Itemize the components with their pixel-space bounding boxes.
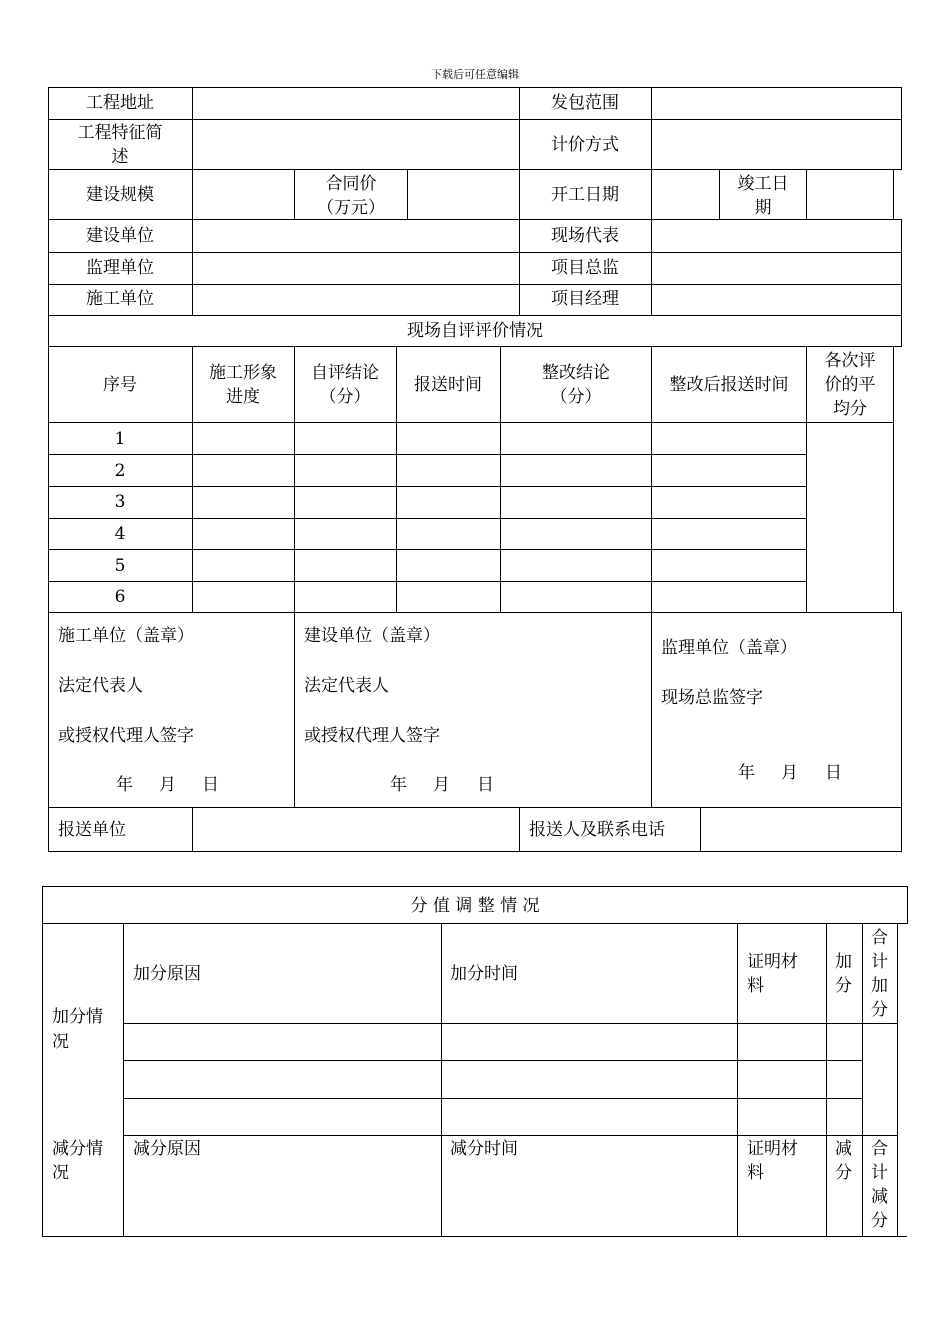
- legal-rep: 法定代表人: [58, 676, 143, 696]
- col-rectify-conclusion-unit: （分）: [550, 387, 602, 407]
- label-builder-unit: 建设单位: [86, 226, 154, 246]
- col-sub-time: 减分时间: [450, 1139, 518, 1159]
- col-proof: 证明材: [747, 1139, 798, 1159]
- label-contract-scope: 发包范围: [551, 93, 619, 113]
- col-average-2: 价的平: [824, 375, 876, 395]
- col-add-points-2: 分: [835, 976, 852, 996]
- adjust-title: 分 值 调 整 情 况: [410, 896, 540, 916]
- col-average: 各次评: [824, 351, 876, 371]
- label-completion-date-2: 期: [754, 198, 772, 218]
- label-sub-section: 减分情: [52, 1139, 103, 1159]
- row-number: 4: [114, 524, 126, 544]
- row-number: 1: [114, 429, 126, 449]
- col-self-conclusion-unit: （分）: [319, 387, 371, 407]
- supervision-seal: 监理单位（盖章）: [661, 638, 797, 658]
- month: 月: [781, 763, 798, 783]
- col-total-add: 计: [871, 952, 888, 972]
- col-total-add: 合: [871, 928, 888, 948]
- col-progress-2: 进度: [226, 387, 260, 407]
- col-sub-reason: 减分原因: [133, 1139, 201, 1159]
- row-number: 2: [114, 461, 126, 481]
- col-sub-points: 减: [835, 1139, 852, 1159]
- label-contract-price: 合同价: [325, 174, 377, 194]
- day: 日: [825, 763, 842, 783]
- label-chief-supervisor: 项目总监: [551, 258, 619, 278]
- label-project-manager: 项目经理: [551, 289, 619, 309]
- day: 日: [202, 775, 219, 795]
- agent-sign: 或授权代理人签字: [304, 726, 440, 746]
- year: 年: [116, 775, 133, 795]
- label-add-section: 加分情: [52, 1007, 103, 1027]
- col-proof-2: 料: [747, 1163, 764, 1183]
- year: 年: [390, 775, 407, 795]
- label-pricing-method: 计价方式: [551, 135, 619, 155]
- col-proof: 证明材: [747, 952, 798, 972]
- col-total-sub: 减: [871, 1187, 888, 1207]
- label-construction-scale: 建设规模: [86, 185, 154, 205]
- col-rectify-submit-time: 整改后报送时间: [669, 375, 789, 395]
- label-add-section-2: 况: [52, 1032, 69, 1052]
- month: 月: [159, 775, 176, 795]
- label-project-features-2: 述: [111, 147, 129, 167]
- col-total-sub: 分: [871, 1211, 888, 1231]
- col-total-add: 加: [871, 976, 888, 996]
- row-number: 3: [114, 492, 126, 512]
- col-sub-points-2: 分: [835, 1163, 852, 1183]
- col-average-3: 均分: [833, 399, 867, 419]
- label-completion-date: 竣工日: [737, 174, 789, 194]
- label-start-date: 开工日期: [551, 185, 619, 205]
- builder-seal: 建设单位（盖章）: [304, 626, 440, 646]
- label-construction-unit: 施工单位: [86, 289, 154, 309]
- col-rectify-conclusion: 整改结论: [542, 363, 610, 383]
- col-total-sub: 合: [871, 1139, 888, 1159]
- col-proof-2: 料: [747, 976, 764, 996]
- col-self-conclusion: 自评结论: [311, 363, 379, 383]
- label-submit-unit: 报送单位: [58, 820, 126, 840]
- col-progress: 施工形象: [209, 363, 277, 383]
- label-contract-price-unit: （万元）: [317, 198, 385, 218]
- row-number: 5: [114, 556, 126, 576]
- construction-seal: 施工单位（盖章）: [58, 626, 194, 646]
- label-site-rep: 现场代表: [551, 226, 619, 246]
- col-total-sub: 计: [871, 1163, 888, 1183]
- label-submit-contact: 报送人及联系电话: [529, 820, 665, 840]
- label-supervision-unit: 监理单位: [86, 258, 154, 278]
- legal-rep: 法定代表人: [304, 676, 389, 696]
- label-sub-section-2: 况: [52, 1163, 69, 1183]
- col-total-add: 分: [871, 1000, 888, 1020]
- self-eval-title: 现场自评评价情况: [407, 321, 543, 341]
- day: 日: [477, 775, 494, 795]
- col-submit-time: 报送时间: [414, 375, 482, 395]
- row-number: 6: [114, 587, 126, 607]
- year: 年: [738, 763, 755, 783]
- col-add-points: 加: [835, 952, 852, 972]
- label-project-address: 工程地址: [86, 93, 154, 113]
- label-project-features: 工程特征简: [77, 123, 163, 143]
- chief-sign: 现场总监签字: [661, 688, 763, 708]
- col-no: 序号: [103, 375, 137, 395]
- col-add-reason: 加分原因: [133, 964, 201, 984]
- agent-sign: 或授权代理人签字: [58, 726, 194, 746]
- col-add-time: 加分时间: [450, 964, 518, 984]
- header-note: 下载后可任意编辑: [431, 68, 519, 81]
- month: 月: [433, 775, 450, 795]
